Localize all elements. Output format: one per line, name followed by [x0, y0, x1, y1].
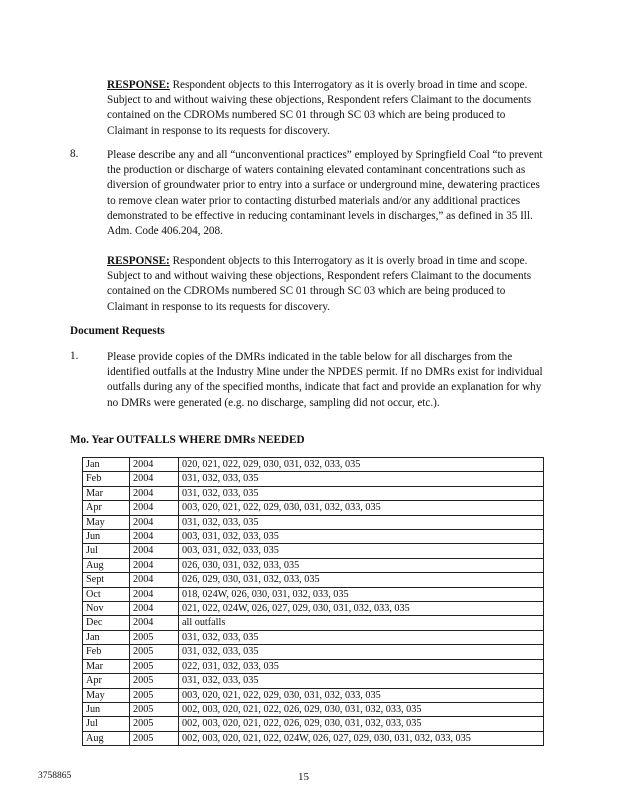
outfalls-cell: 031, 032, 033, 035 [179, 674, 544, 688]
month-cell: Mar [83, 486, 130, 500]
table-row [83, 659, 544, 673]
table-row [83, 472, 544, 486]
outfalls-cell: 026, 030, 031, 032, 033, 035 [179, 558, 544, 572]
table-row [83, 688, 544, 702]
table-header: Mo. Year OUTFALLS WHERE DMRs NEEDED [70, 434, 305, 446]
month-cell: Jun [83, 530, 130, 544]
page-number: 15 [298, 771, 309, 783]
year-cell: 2005 [130, 702, 179, 716]
outfalls-cell: 031, 032, 033, 035 [179, 645, 544, 659]
year-cell: 2004 [130, 616, 179, 630]
year-cell: 2004 [130, 530, 179, 544]
year-cell: 2005 [130, 717, 179, 731]
table-row [83, 544, 544, 558]
year-cell: 2004 [130, 558, 179, 572]
table-row [83, 501, 544, 515]
table-row [83, 645, 544, 659]
table-row [83, 587, 544, 601]
table-row [83, 530, 544, 544]
outfalls-cell: 002, 003, 020, 021, 022, 026, 029, 030, 031, 032, 033, 035 [179, 702, 544, 716]
year-cell: 2004 [130, 486, 179, 500]
year-cell: 2005 [130, 731, 179, 745]
month-cell: Apr [83, 501, 130, 515]
request-text: Please provide copies of the DMRs indicated in the table below for all discharges from the identified outfalls at the Industry Mine under the NPDES permit. If no DMRs exist for individual outfalls during any of the specified months, indicate that fact and provide an explanation for why no DMRs were generated (e.g. no discharge, sampling did not occur, etc.). [107, 351, 543, 409]
year-cell: 2004 [130, 472, 179, 486]
doc-id: 3758865 [38, 771, 72, 781]
response-label: RESPONSE: [107, 255, 170, 267]
outfalls-cell: 003, 020, 021, 022, 029, 030, 031, 032, 033, 035 [179, 501, 544, 515]
table-row [83, 558, 544, 572]
response-text: Respondent objects to this Interrogatory as it is overly broad in time and scope. Subject to and without waiving these objections, Respondent refers Claimant to the documents contained on the CDROMs numbered SC 01 through SC 03 which are being produced to Claimant in response to its requests for discovery. [107, 255, 532, 313]
month-cell: Mar [83, 659, 130, 673]
year-cell: 2004 [130, 587, 179, 601]
interrogatory-text: Please describe any and all “unconventional practices” employed by Springfield Coal “to prevent the production or discharge of waters containing elevated contaminant concentrations such as diversion of groundwater prior to entry into a surface or underground mine, dewatering practices to remove clean water prior to contacting disturbed materials and/or any additional practices demonstrated to be effective in reducing contaminant levels in discharges,” as defined in 35 Ill. Adm. Code 406.204, 208. [107, 149, 543, 238]
month-cell: Nov [83, 602, 130, 616]
table-row [83, 731, 544, 745]
outfalls-cell: 021, 022, 024W, 026, 027, 029, 030, 031, 032, 033, 035 [179, 602, 544, 616]
month-cell: Oct [83, 587, 130, 601]
year-cell: 2004 [130, 515, 179, 529]
table-row [83, 515, 544, 529]
outfalls-cell: 031, 032, 033, 035 [179, 472, 544, 486]
outfalls-cell: 003, 031, 032, 033, 035 [179, 530, 544, 544]
year-cell: 2005 [130, 688, 179, 702]
month-cell: May [83, 688, 130, 702]
response-1 [107, 78, 545, 139]
dmr-table [82, 457, 544, 746]
outfalls-cell: 003, 031, 032, 033, 035 [179, 544, 544, 558]
table-row [83, 486, 544, 500]
table-row [83, 702, 544, 716]
month-cell: Dec [83, 616, 130, 630]
year-cell: 2004 [130, 458, 179, 472]
year-cell: 2004 [130, 544, 179, 558]
table-row [83, 616, 544, 630]
month-cell: Jul [83, 544, 130, 558]
year-cell: 2004 [130, 573, 179, 587]
year-cell: 2005 [130, 630, 179, 644]
outfalls-cell: 031, 032, 033, 035 [179, 486, 544, 500]
year-cell: 2004 [130, 501, 179, 515]
interrogatory-number: 8. [70, 148, 79, 160]
table-row [83, 573, 544, 587]
month-cell: Sept [83, 573, 130, 587]
year-cell: 2005 [130, 645, 179, 659]
table-row [83, 674, 544, 688]
response-label: RESPONSE: [107, 79, 170, 91]
outfalls-cell: 031, 032, 033, 035 [179, 515, 544, 529]
month-cell: May [83, 515, 130, 529]
table-row [83, 602, 544, 616]
outfalls-cell: 026, 029, 030, 031, 032, 033, 035 [179, 573, 544, 587]
month-cell: Jul [83, 717, 130, 731]
document-requests-heading: Document Requests [70, 325, 165, 337]
response-2 [107, 254, 545, 315]
outfalls-cell: 002, 003, 020, 021, 022, 024W, 026, 027, 029, 030, 031, 032, 033, 035 [179, 731, 544, 745]
table-row [83, 630, 544, 644]
month-cell: Aug [83, 731, 130, 745]
outfalls-cell: 003, 020, 021, 022, 029, 030, 031, 032, 033, 035 [179, 688, 544, 702]
outfalls-cell: 018, 024W, 026, 030, 031, 032, 033, 035 [179, 587, 544, 601]
month-cell: Apr [83, 674, 130, 688]
year-cell: 2005 [130, 659, 179, 673]
month-cell: Aug [83, 558, 130, 572]
request-number: 1. [70, 350, 79, 362]
year-cell: 2004 [130, 602, 179, 616]
table-row [83, 717, 544, 731]
month-cell: Feb [83, 645, 130, 659]
outfalls-cell: all outfalls [179, 616, 544, 630]
table-row [83, 458, 544, 472]
response-text: Respondent objects to this Interrogatory as it is overly broad in time and scope. Subject to and without waiving these objections, Respondent refers Claimant to the documents contained on the CDROMs numbered SC 01 through SC 03 which are being produced to Claimant in response to its requests for discovery. [107, 79, 532, 137]
outfalls-cell: 020, 021, 022, 029, 030, 031, 032, 033, 035 [179, 458, 544, 472]
month-cell: Jun [83, 702, 130, 716]
month-cell: Feb [83, 472, 130, 486]
outfalls-cell: 022, 031, 032, 033, 035 [179, 659, 544, 673]
month-cell: Jan [83, 458, 130, 472]
month-cell: Jan [83, 630, 130, 644]
year-cell: 2005 [130, 674, 179, 688]
outfalls-cell: 002, 003, 020, 021, 022, 026, 029, 030, 031, 032, 033, 035 [179, 717, 544, 731]
outfalls-cell: 031, 032, 033, 035 [179, 630, 544, 644]
